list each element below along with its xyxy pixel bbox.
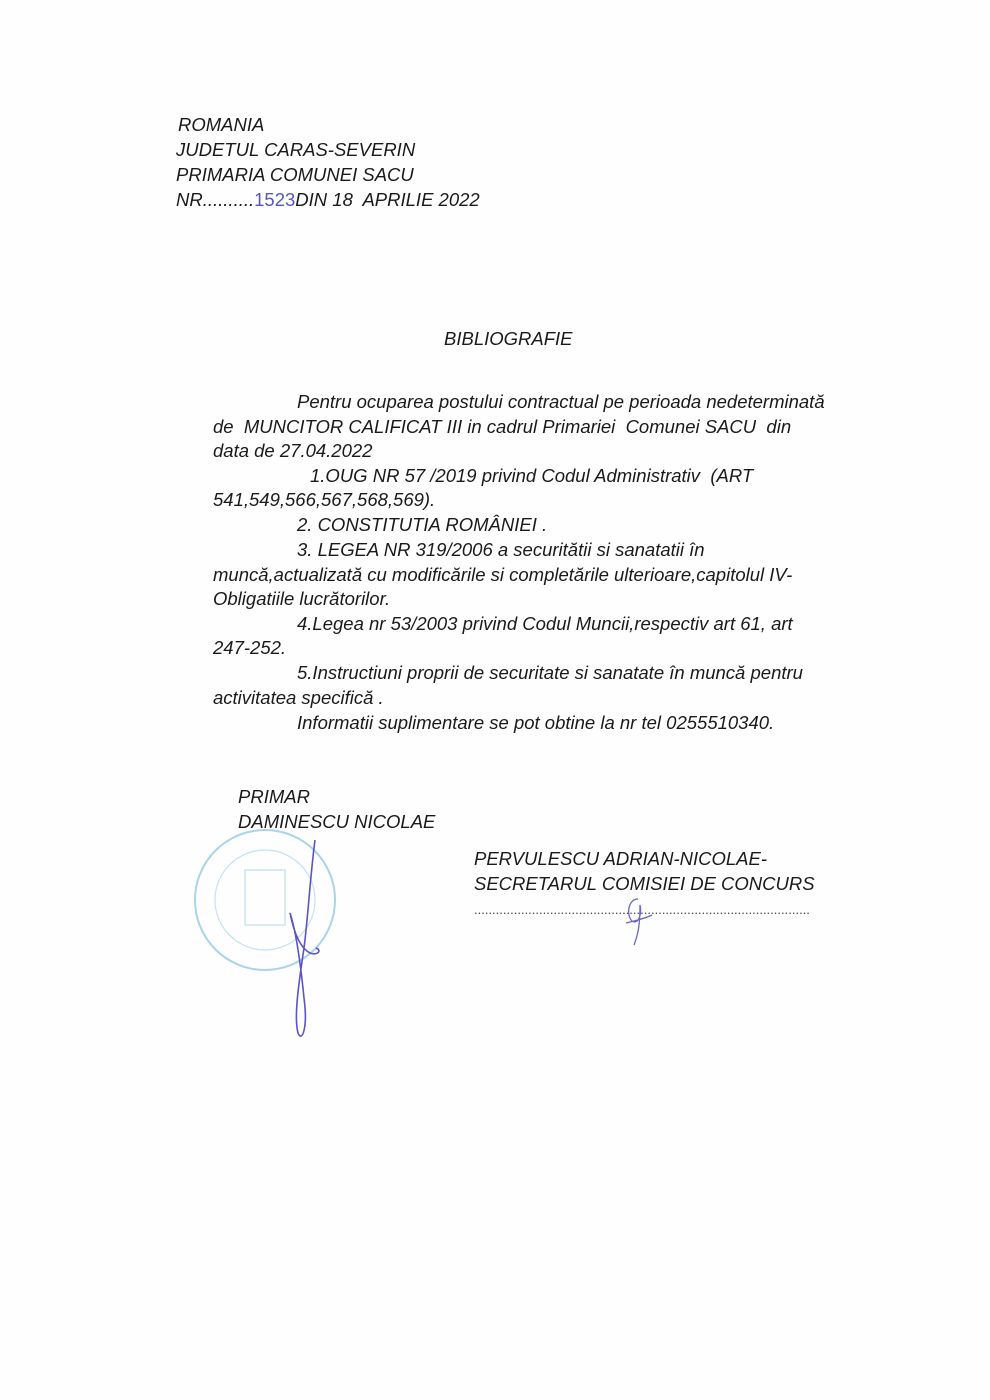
secretary-title: SECRETARUL COMISIEI DE CONCURS	[474, 873, 815, 894]
body-line: 5.Instructiuni proprii de securitate si sanatate în muncă pentru	[297, 662, 803, 683]
body-line: Informatii suplimentare se pot obtine la nr tel 0255510340.	[297, 712, 775, 733]
registration-date: DIN 18 APRILIE 2022	[295, 189, 480, 210]
body-line: 3. LEGEA NR 319/2006 a securitătii si sanatatii în	[297, 539, 705, 560]
header-institution: PRIMARIA COMUNEI SACU	[176, 164, 414, 185]
body-line: muncă,actualizată cu modificările si completările ulterioare,capitolul IV-	[213, 564, 793, 585]
nr-prefix: NR	[176, 189, 203, 210]
mayor-signature	[280, 838, 330, 1043]
secretary-name: PERVULESCU ADRIAN-NICOLAE-	[474, 848, 767, 869]
body-line: 4.Legea nr 53/2003 privind Codul Muncii,respectiv art 61, art	[297, 613, 793, 634]
body-line: 2. CONSTITUTIA ROMÂNIEI .	[297, 514, 548, 535]
body-line: 247-252.	[213, 637, 287, 658]
secretary-signature	[618, 895, 658, 950]
body-line: Obligatiile lucrătorilor.	[213, 588, 391, 609]
registration-number: 1523	[254, 189, 296, 210]
mayor-title: PRIMAR	[238, 786, 310, 807]
body-line: activitatea specifică .	[213, 687, 384, 708]
header-country: ROMANIA	[178, 114, 265, 135]
nr-dots: ..........	[202, 189, 255, 210]
body-line: 1.OUG NR 57 /2019 privind Codul Administrativ (ART	[310, 465, 754, 486]
body-line: 541,549,566,567,568,569).	[213, 489, 436, 510]
body-line: Pentru ocuparea postului contractual pe perioada nedeterminată	[297, 391, 825, 412]
mayor-name: DAMINESCU NICOLAE	[238, 811, 436, 832]
signature-line: .............................................................................................	[474, 902, 810, 917]
header-registration	[176, 189, 480, 211]
document-title: BIBLIOGRAFIE	[444, 328, 573, 349]
header-county: JUDETUL CARAS-SEVERIN	[176, 139, 416, 160]
body-line: de MUNCITOR CALIFICAT III in cadrul Primariei Comunei SACU din	[213, 416, 792, 437]
body-line: data de 27.04.2022	[213, 440, 373, 461]
